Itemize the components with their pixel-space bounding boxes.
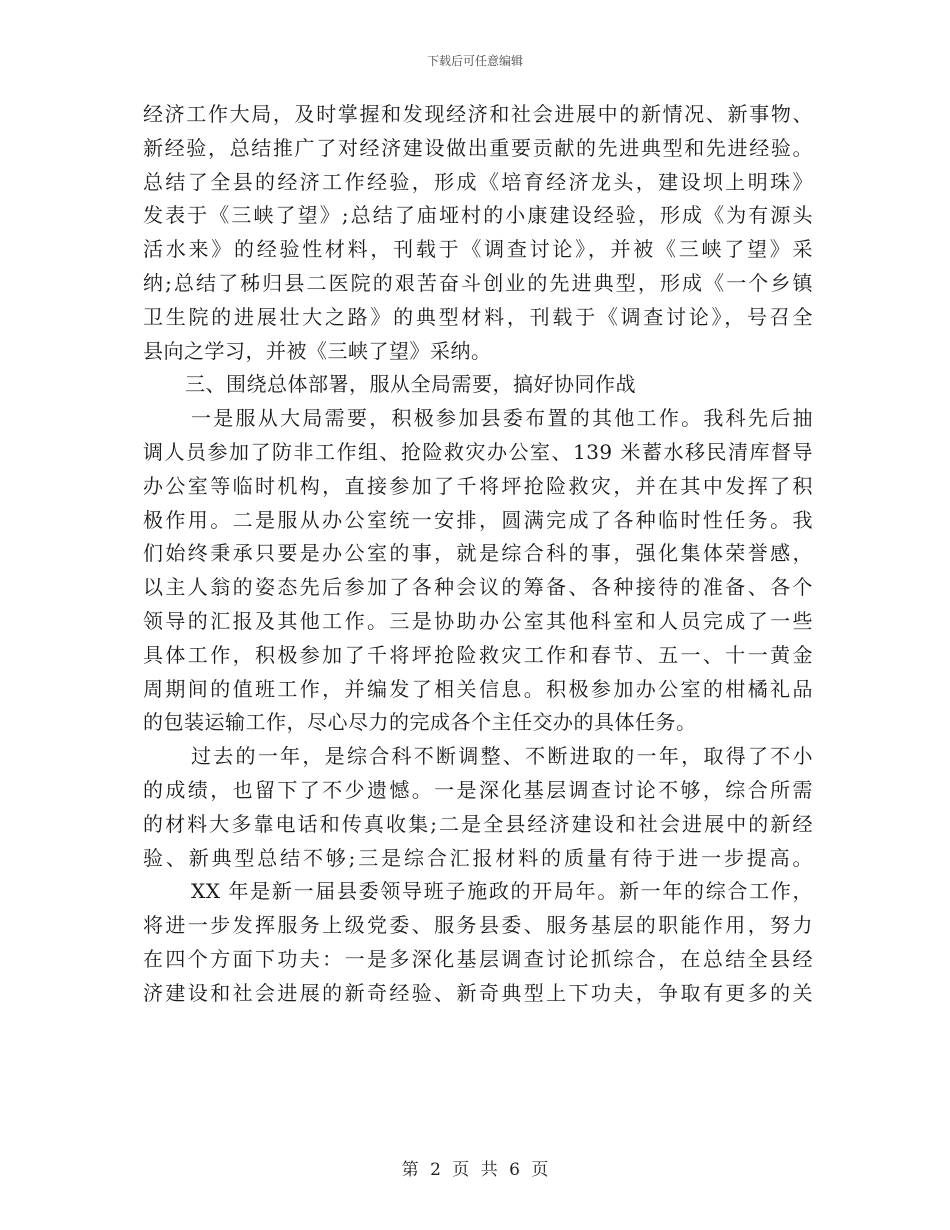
text-line: 过去的一年，是综合科不断调整、不断进取的一年，取得了不小 xyxy=(191,744,813,769)
text-line: 领导的汇报及其他工作。三是协助办公室其他科室和人员完成了一些 xyxy=(143,608,813,633)
text-line: 验、新典型总结不够;三是综合汇报材料的质量有待于进一步提高。 xyxy=(143,845,813,870)
text-line: 纳;总结了秭归县二医院的艰苦奋斗创业的先进典型，形成《一个乡镇 xyxy=(143,270,813,295)
text-line: 具体工作，积极参加了千将坪抢险救灾工作和春节、五一、十一黄金 xyxy=(143,642,813,667)
text-line: 将进一步发挥服务上级党委、服务县委、服务基层的职能作用，努力 xyxy=(143,913,813,938)
text-line: 在四个方面下功夫：一是多深化基层调查讨论抓综合，在总结全县经 xyxy=(143,946,813,971)
text-line: 以主人翁的姿态先后参加了各种会议的筹备、各种接待的准备、各个 xyxy=(143,575,813,600)
text-line: 三、围绕总体部署，服从全局需要，搞好协同作战 xyxy=(185,372,636,397)
text-line: 周期间的值班工作，并编发了相关信息。积极参加办公室的柑橘礼品 xyxy=(143,676,813,701)
text-line: 活水来》的经验性材料，刊载于《调查讨论》，并被《三峡了望》采 xyxy=(143,237,813,262)
text-line: 办公室等临时机构，直接参加了千将坪抢险救灾，并在其中发挥了积 xyxy=(143,473,813,498)
text-line: 调人员参加了防非工作组、抢险救灾办公室、139 米蓄水移民清库督导 xyxy=(143,439,813,464)
text-line: XX 年是新一届县委领导班子施政的开局年。新一年的综合工作， xyxy=(191,879,813,904)
text-line: 卫生院的进展壮大之路》的典型材料，刊载于《调查讨论》，号召全 xyxy=(143,304,813,329)
text-line: 极作用。二是服从办公室统一安排，圆满完成了各种临时性任务。我 xyxy=(143,507,813,532)
text-line: 县向之学习，并被《三峡了望》采纳。 xyxy=(143,338,492,363)
text-line: 经济工作大局，及时掌握和发现经济和社会进展中的新情况、新事物、 xyxy=(143,102,813,126)
text-line: 的材料大多靠电话和传真收集;二是全县经济建设和社会进展中的新经 xyxy=(143,811,813,836)
page-footer: 第 2 页 共 6 页 xyxy=(401,1160,549,1180)
text-line: 济建设和社会进展的新奇经验、新奇典型上下功夫，争取有更多的关 xyxy=(143,980,813,1005)
text-line: 们始终秉承只要是办公室的事，就是综合科的事，强化集体荣誉感， xyxy=(143,541,813,566)
text-line: 的成绩，也留下了不少遗憾。一是深化基层调查讨论不够，综合所需 xyxy=(143,777,813,802)
text-line: 发表于《三峡了望》;总结了庙垭村的小康建设经验，形成《为有源头 xyxy=(143,203,813,228)
page-header: 下载后可任意编辑 xyxy=(426,54,523,68)
text-line: 的包装运输工作，尽心尽力的完成各个主任交办的具体任务。 xyxy=(143,710,697,735)
text-line: 总结了全县的经济工作经验，形成《培育经济龙头，建设坝上明珠》 xyxy=(143,169,813,194)
document-body xyxy=(143,98,813,1011)
text-line: 一是服从大局需要，积极参加县委布置的其他工作。我科先后抽 xyxy=(191,406,813,431)
text-line: 新经验，总结推广了对经济建设做出重要贡献的先进典型和先进经验。 xyxy=(143,135,813,160)
